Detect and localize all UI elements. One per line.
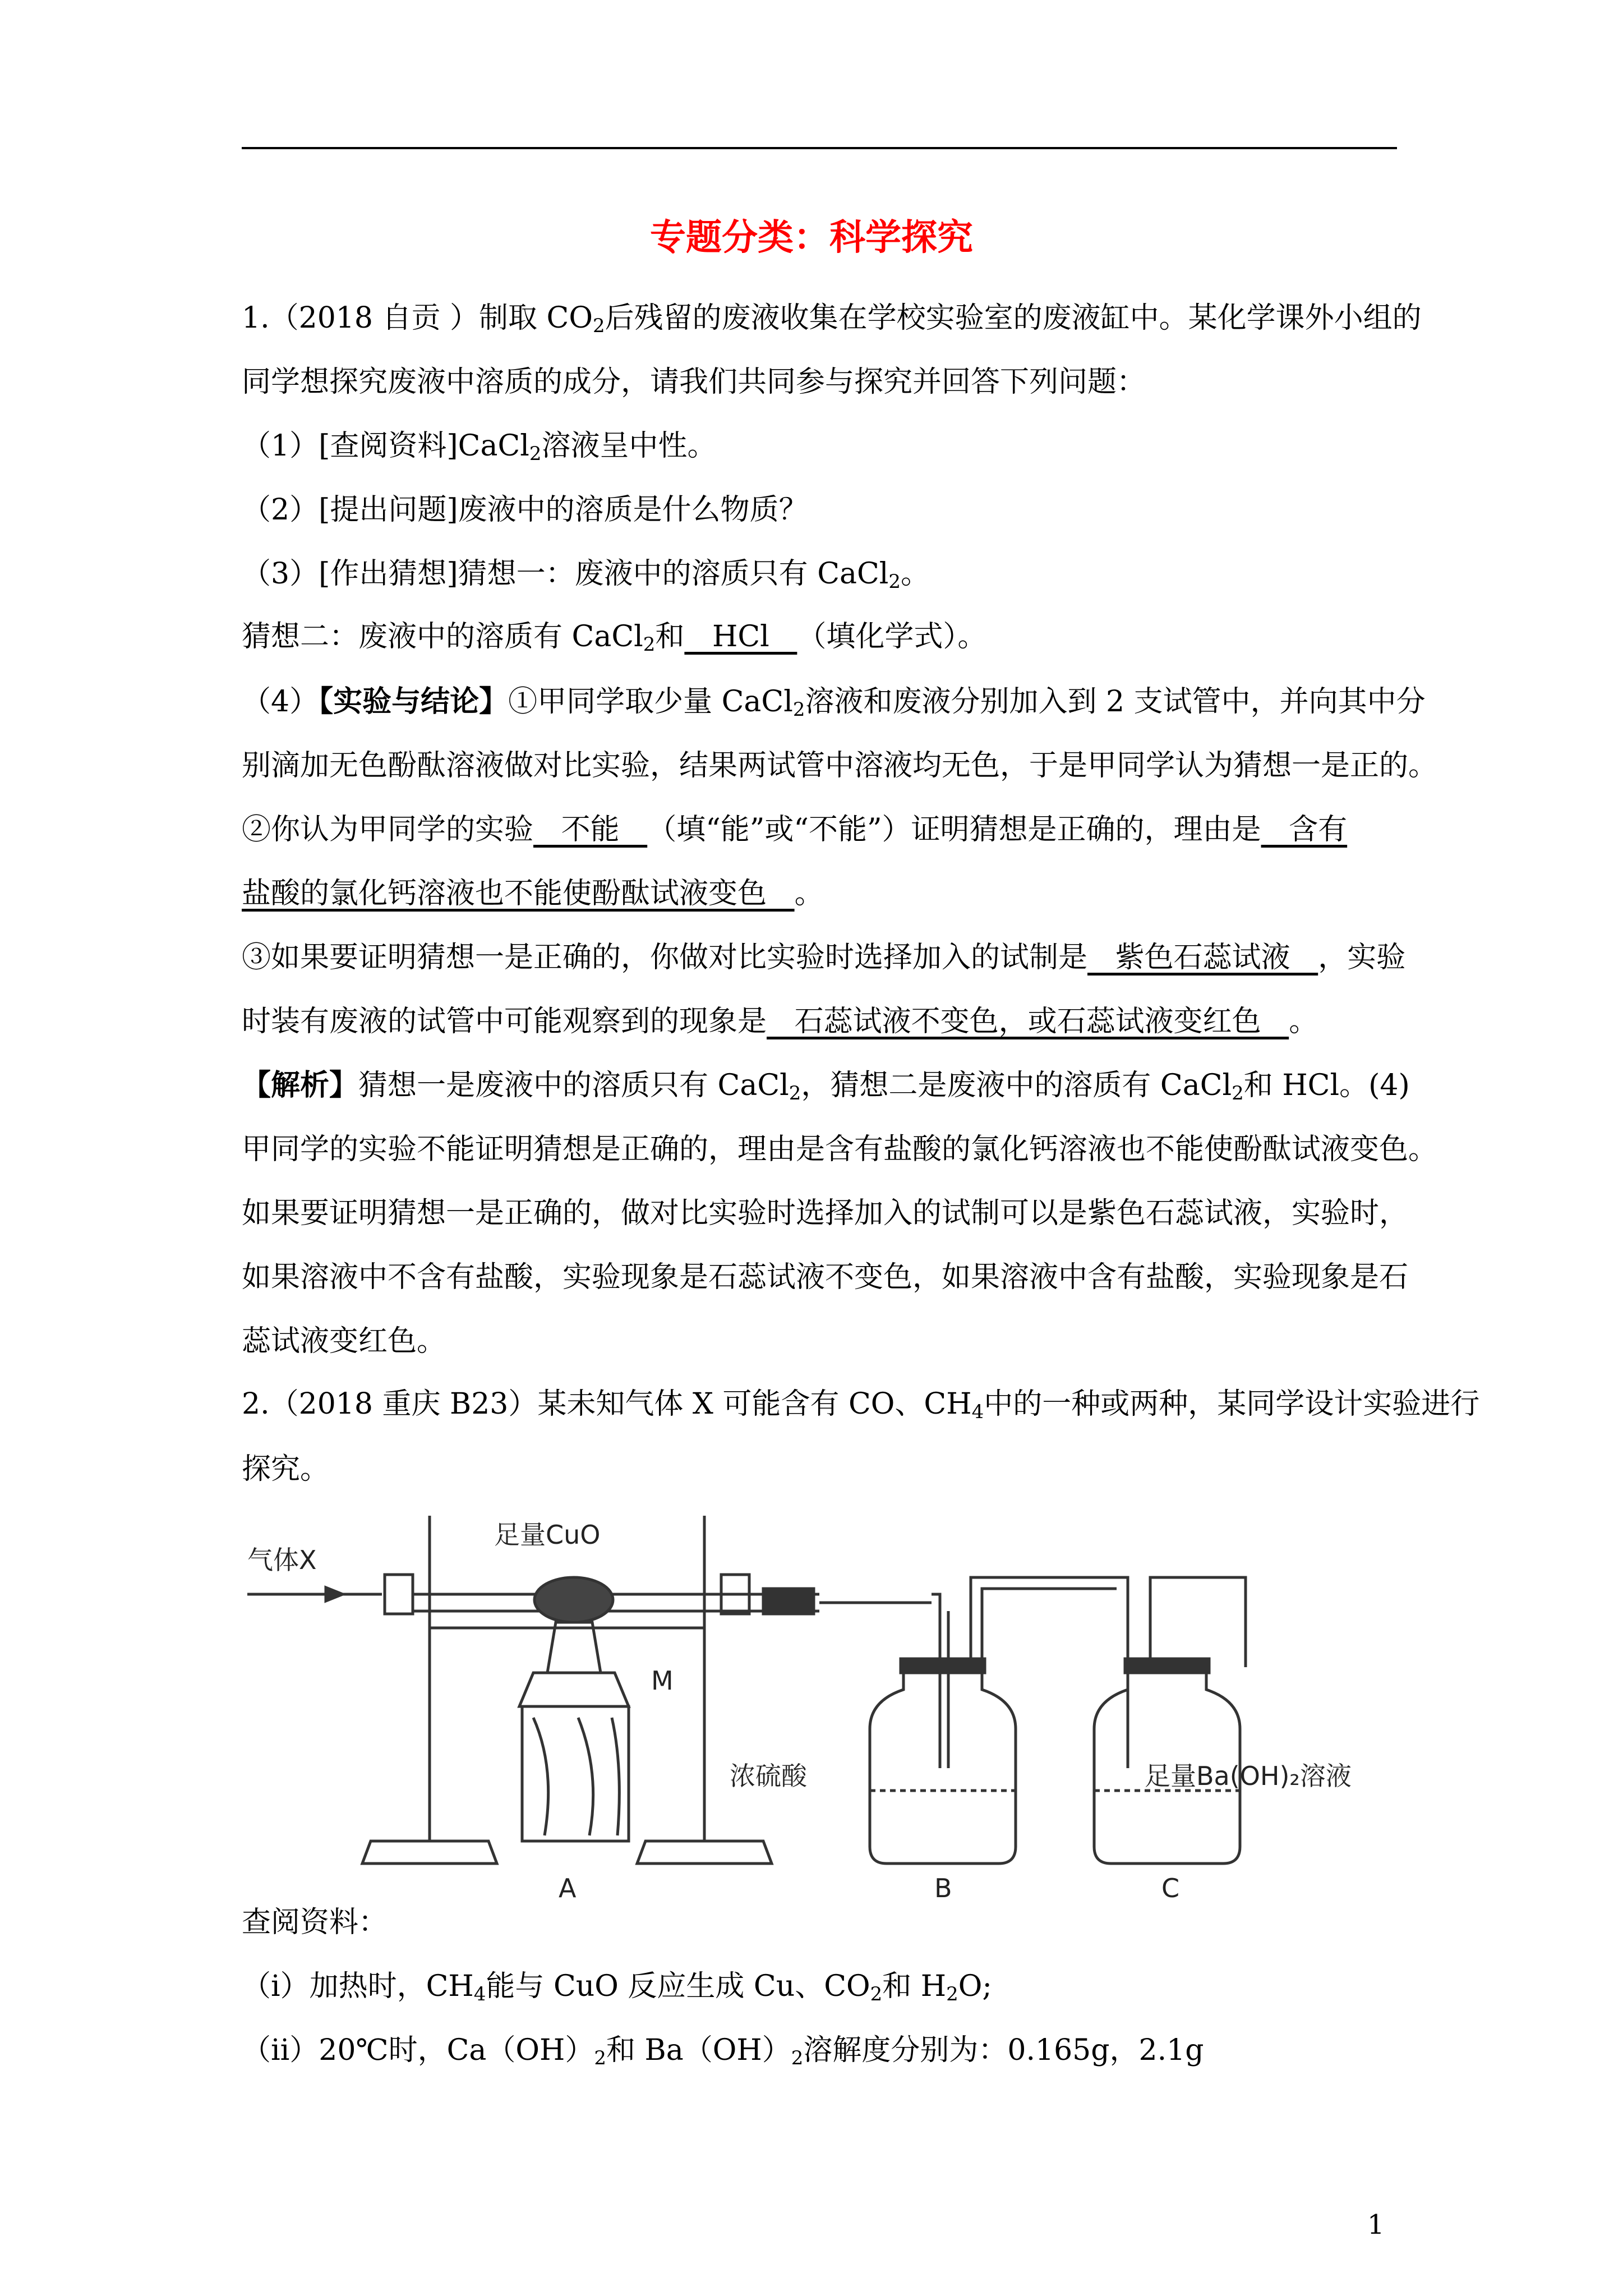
left-clamp: [385, 1575, 413, 1614]
cuo-pile: [534, 1577, 613, 1622]
q2-line-1: 2.（2018 重庆 B23）某未知气体 X 可能含有 CO、$CH_4$中的一种或两种，某同学设计实验进行: [242, 1387, 1480, 1423]
burner-lamp: [519, 1673, 629, 1706]
left-stand-base: [362, 1841, 497, 1864]
page-title: 专题分类：科学探究: [650, 217, 973, 259]
q1-line-14: 甲同学的实验不能证明猜想是正确的，理由是含有盐酸的氯化钙溶液也不能使酚酞试液变色。: [242, 1133, 1438, 1166]
q1-line-12: 时装有废液的试管中可能观察到的现象是 石蕊试液不变色，或石蕊试液变红色 。: [242, 1005, 1318, 1038]
q1-line-15: 如果要证明猜想一是正确的，做对比实验时选择加入的试制可以是紫色石蕊试液，实验时，: [242, 1197, 1409, 1230]
q1-line-17: 蕊试液变红色。: [242, 1324, 446, 1358]
right-stand-base: [637, 1841, 772, 1864]
q1-line-5: （3）[作出猜想]猜想一：废液中的溶质只有 CaCl$_2$。: [242, 557, 930, 593]
label-b: B: [934, 1873, 952, 1903]
label-c: C: [1161, 1873, 1180, 1903]
label-a: A: [559, 1873, 577, 1903]
q1-line-6: 猜想二：废液中的溶质有 CaCl$_2$和 HCl （填化学式）。: [242, 620, 987, 656]
q1-line-11: ③如果要证明猜想一是正确的，你做对比实验时选择加入的试制是 紫色石蕊试液 ，实验: [242, 941, 1406, 974]
answer-blank: 盐酸的氯化钙溶液也不能使酚酞试液变色: [242, 877, 795, 910]
acid-label: 浓硫酸: [730, 1761, 807, 1791]
apparatus-diagram: [242, 1504, 1414, 1903]
header-rule: [242, 147, 1397, 149]
baoh-label: 足量Ba(OH)₂溶液: [1145, 1761, 1352, 1791]
page-number: 1: [1367, 2209, 1385, 2240]
q1-line-7: （4）【实验与结论】①甲同学取少量 CaCl$_2$溶液和废液分别加入到 2 支试管中，并向其中分: [242, 684, 1426, 721]
answer-blank: 紫色石蕊试液: [1087, 941, 1318, 974]
q1-line-16: 如果溶液中不含有盐酸，实验现象是石蕊试液不变色，如果溶液中含有盐酸，实验现象是石: [242, 1260, 1409, 1294]
q1-line-10: 盐酸的氯化钙溶液也不能使酚酞试液变色 。: [242, 877, 824, 910]
reference-item-2: （ⅱ）20℃时，$Ca(OH)_2$和 $Ba(OH)_2$溶解度分别为：0.165g，2.1g: [242, 2033, 1204, 2069]
reference-item-1: （ⅰ）加热时，$CH_4$能与 CuO 反应生成 Cu、$CO_2$和 $H_2O$;: [242, 1970, 992, 2005]
q1-line-1: 1.（2018 自贡 ）制取 $CO_2$后残留的废液收集在学校实验室的废液缸中。某化学课外小组的: [242, 301, 1422, 337]
answer-blank: 含有: [1261, 813, 1348, 846]
answer-blank: 不能: [533, 813, 648, 846]
gas-x-label: 气体X: [247, 1545, 317, 1575]
arrow-head-icon: [326, 1588, 343, 1601]
q1-line-9: ②你认为甲同学的实验 不能 （填“能”或“不能”）证明猜想是正确的，理由是 含有: [242, 813, 1348, 846]
q1-line-13: 【解析】猜想一是废液中的溶质只有 CaCl$_2$，猜想二是废液中的溶质有 CaCl$_2$和 HCl。(4): [242, 1068, 1410, 1105]
bottle-b: [870, 1667, 1016, 1864]
rubber-connector: [763, 1589, 814, 1614]
q2-line-2: 探究。: [242, 1452, 330, 1486]
cuo-label: 足量CuO: [494, 1520, 601, 1550]
m-label: M: [651, 1665, 674, 1696]
reference-title: 查阅资料：: [242, 1906, 388, 1939]
q1-line-4: （2）[提出问题]废液中的溶质是什么物质？: [242, 493, 808, 527]
q1-line-2: 同学想探究废液中溶质的成分，请我们共同参与探究并回答下列问题：: [242, 365, 1146, 399]
q1-line-3: （1）[查阅资料]CaCl$_2$溶液呈中性。: [242, 429, 717, 465]
q1-line-8: 别滴加无色酚酞溶液做对比实验，结果两试管中溶液均无色，于是甲同学认为猜想一是正的。: [242, 749, 1438, 783]
burner-wick: [547, 1622, 601, 1673]
answer-blank: 石蕊试液不变色，或石蕊试液变红色: [767, 1005, 1289, 1038]
answer-blank: HCl: [684, 620, 797, 654]
